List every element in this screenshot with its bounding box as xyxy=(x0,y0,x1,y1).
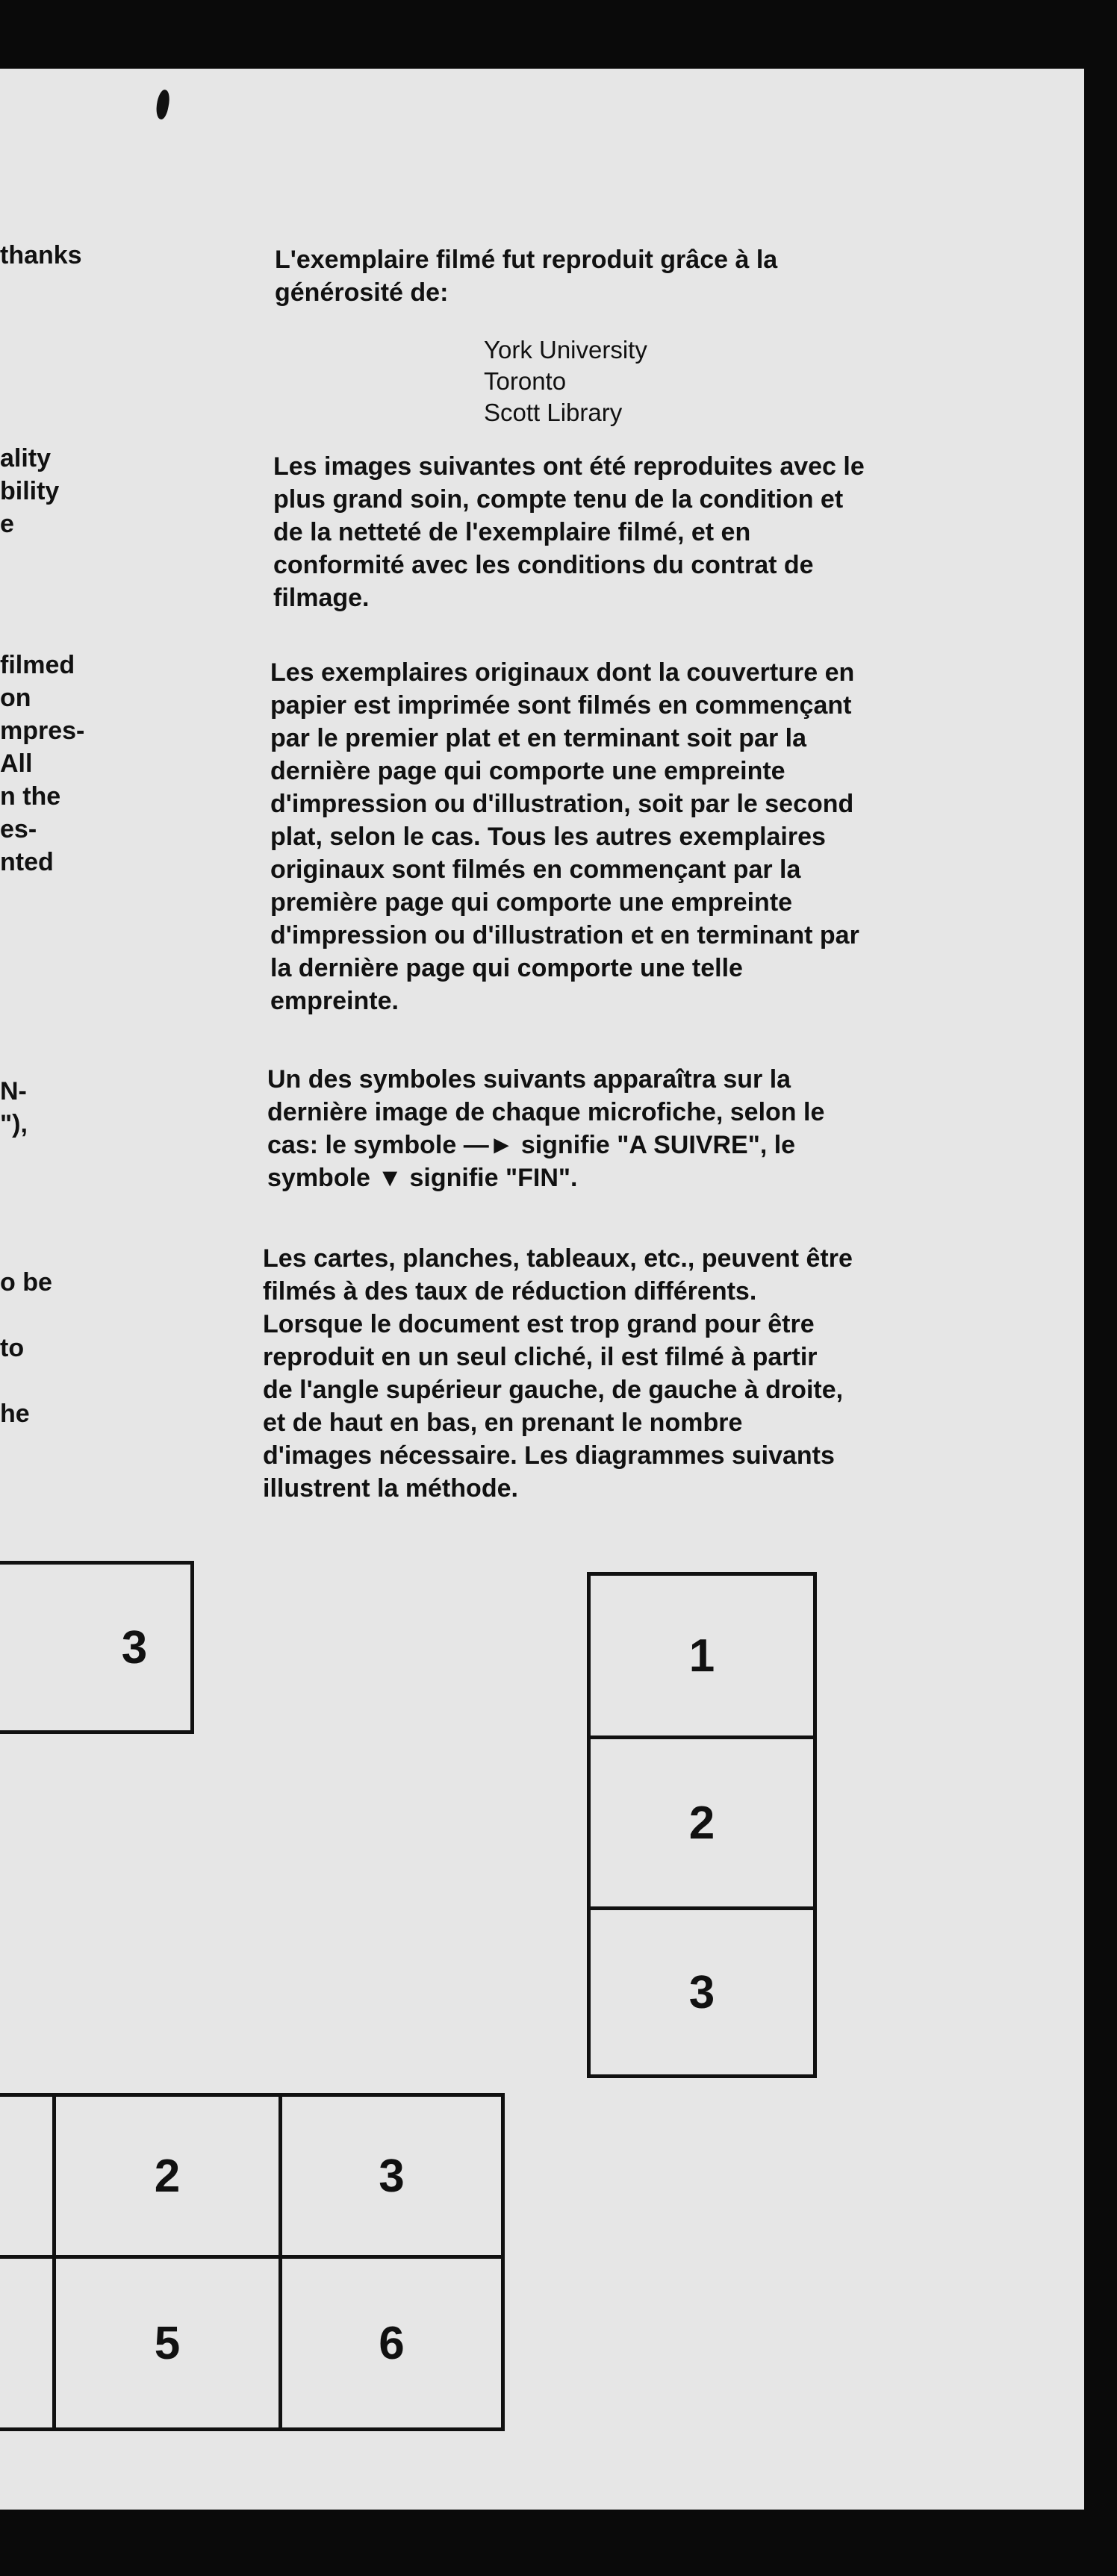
text-segment: signifie "A SUIVRE", le xyxy=(520,1131,796,1159)
text-line: d'impression ou d'illustration, soit par le second xyxy=(270,790,854,818)
text-segment: symbole xyxy=(267,1164,370,1192)
arrow-right-icon: —► xyxy=(463,1131,514,1159)
text-line: filmés à des taux de réduction différents. xyxy=(263,1277,757,1306)
text-line: de la netteté de l'exemplaire filmé, et en xyxy=(273,518,751,546)
cell-number: 6 xyxy=(379,2317,405,2369)
fragment-text: e xyxy=(0,510,14,538)
film-border-bottom xyxy=(0,2510,1117,2576)
fragment-text: "), xyxy=(0,1110,28,1138)
text-line: d'impression ou d'illustration et en terminant par xyxy=(270,921,859,949)
text-line: d'images nécessaire. Les diagrammes suivants xyxy=(263,1441,835,1470)
text-line: de l'angle supérieur gauche, de gauche à droite, xyxy=(263,1376,844,1404)
text-line: Scott Library xyxy=(484,399,623,426)
originals-paragraph xyxy=(270,656,859,1017)
text-line: plus grand soin, compte tenu de la condition et xyxy=(273,485,844,514)
fragment-text: thanks xyxy=(0,241,82,269)
text-line: par le premier plat et en terminant soit par la xyxy=(270,724,806,752)
cell-number: 2 xyxy=(154,2150,181,2202)
fragment-text: he xyxy=(0,1400,30,1428)
text-line: Toronto xyxy=(484,367,567,395)
text-line: papier est imprimée sont filmés en commençant xyxy=(270,691,852,720)
text-line: plat, selon le cas. Tous les autres exemplaires xyxy=(270,823,826,851)
source-institution xyxy=(484,334,647,428)
images-paragraph xyxy=(273,450,865,614)
intro-paragraph xyxy=(275,243,777,309)
frame-number: 1 xyxy=(688,1630,715,1682)
triangle-down-icon: ▼ xyxy=(377,1164,403,1192)
text-line: York University xyxy=(484,336,647,364)
text-line xyxy=(267,1161,824,1194)
text-line: dernière image de chaque microfiche, selon le xyxy=(267,1098,825,1126)
grid-diagram-cell-1 xyxy=(0,2093,56,2259)
fragment-text: All xyxy=(0,749,33,778)
text-line: reproduit en un seul cliché, il est filmé à partir xyxy=(263,1343,818,1371)
fragment-text: on xyxy=(0,684,31,712)
text-line: dernière page qui comporte une empreinte xyxy=(270,757,785,785)
text-line: empreinte. xyxy=(270,987,399,1015)
grid-diagram-cell-5 xyxy=(52,2255,282,2431)
text-line: illustrent la méthode. xyxy=(263,1474,518,1503)
text-line: la dernière page qui comporte une telle xyxy=(270,954,743,982)
fragment-text: es- xyxy=(0,815,37,843)
fragment-text: o be xyxy=(0,1268,52,1297)
fragment-text: to xyxy=(0,1334,25,1362)
frame-number: 3 xyxy=(121,1621,148,1674)
fragment-text: nted xyxy=(0,848,54,876)
fragment-text: bility xyxy=(0,477,60,505)
frame-number: 2 xyxy=(688,1797,715,1849)
fragment-text: ality xyxy=(0,444,52,473)
fragment-text: filmed xyxy=(0,651,75,679)
text-line: Les exemplaires originaux dont la couverture en xyxy=(270,658,855,687)
grid-diagram-cell-6 xyxy=(279,2255,505,2431)
fragment-text: mpres- xyxy=(0,717,85,745)
text-line: conformité avec les conditions du contrat de xyxy=(273,551,814,579)
frame-number: 3 xyxy=(688,1966,715,2018)
grid-diagram-cell-2 xyxy=(52,2093,282,2259)
text-segment: signifie "FIN". xyxy=(409,1164,578,1192)
text-line: Un des symboles suivants apparaîtra sur la xyxy=(267,1065,791,1094)
symbols-paragraph xyxy=(267,1063,824,1194)
grid-diagram-cell-3 xyxy=(279,2093,505,2259)
text-line xyxy=(267,1129,824,1161)
column-diagram-frame-1 xyxy=(587,1572,817,1739)
text-line: originaux sont filmés en commençant par la xyxy=(270,855,801,884)
text-line: filmage. xyxy=(273,584,370,612)
text-line: Les images suivantes ont été reproduites avec le xyxy=(273,452,865,481)
text-line: générosité de: xyxy=(275,278,449,307)
text-line: première page qui comporte une empreinte xyxy=(270,888,793,917)
fragment-text: N- xyxy=(0,1077,27,1105)
row-diagram-frame-3 xyxy=(0,1561,194,1734)
column-diagram-frame-3 xyxy=(587,1906,817,2078)
text-segment: cas: le symbole xyxy=(267,1131,457,1159)
maps-paragraph xyxy=(263,1242,853,1505)
text-line: L'exemplaire filmé fut reproduit grâce à la xyxy=(275,246,778,274)
text-line: et de haut en bas, en prenant le nombre xyxy=(263,1409,743,1437)
cell-number: 3 xyxy=(379,2150,405,2202)
fragment-text: n the xyxy=(0,782,61,811)
grid-diagram-cell-4 xyxy=(0,2255,56,2431)
text-line: Les cartes, planches, tableaux, etc., peuvent être xyxy=(263,1244,853,1273)
cell-number: 5 xyxy=(154,2317,181,2369)
text-line: Lorsque le document est trop grand pour être xyxy=(263,1310,815,1338)
column-diagram-frame-2 xyxy=(587,1735,817,1910)
